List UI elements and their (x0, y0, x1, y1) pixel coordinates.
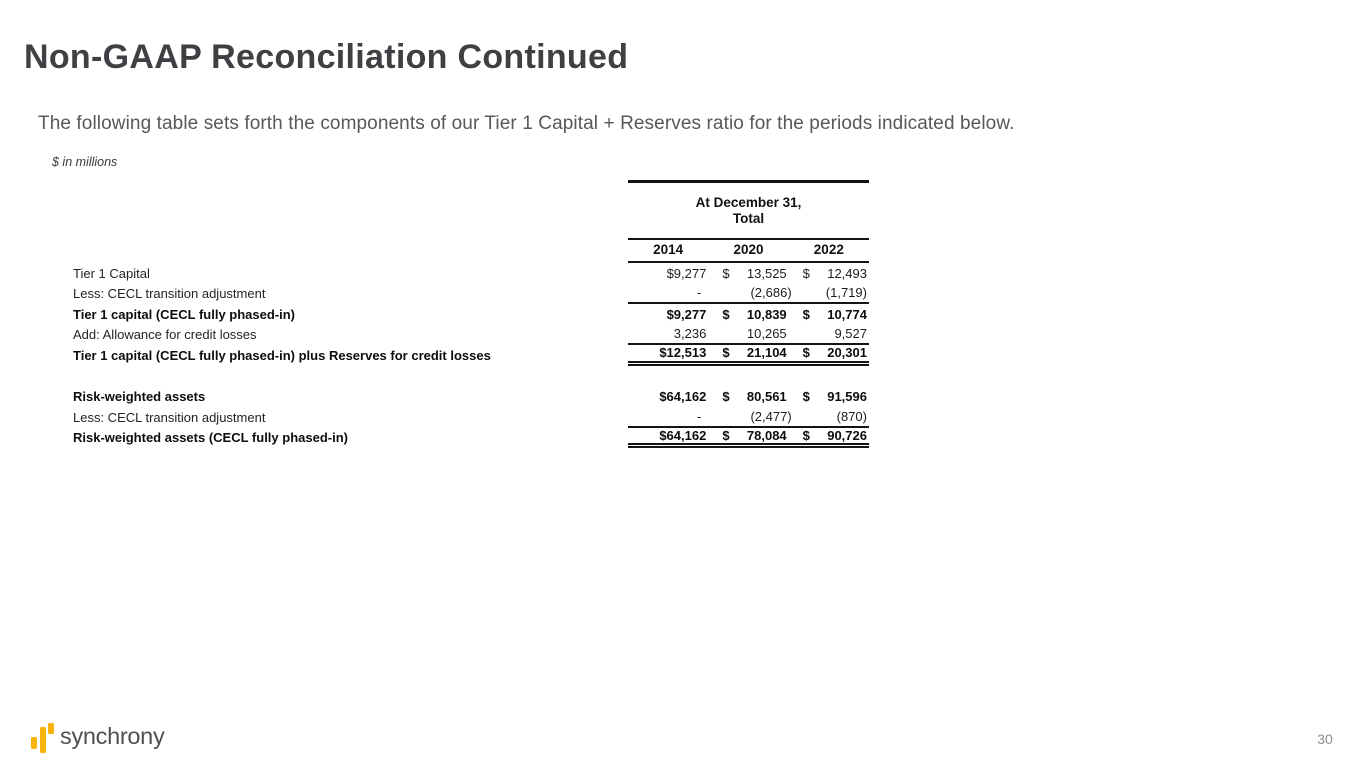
cell-2014: $12,513 (659, 345, 707, 361)
logo-bar-icon (40, 727, 46, 753)
section-gap (73, 366, 869, 387)
cell-2020: $ 78,084 (722, 427, 787, 443)
cell-2014: 3,236 (673, 326, 707, 342)
table-row (73, 428, 869, 449)
table-row (73, 345, 869, 366)
cell-2020: $ 80,561 (722, 389, 787, 405)
cell-2022: $ 90,726 (802, 427, 867, 443)
year-column-2020: 2020 (733, 242, 764, 257)
table-row (73, 407, 869, 428)
table-header-line1: At December 31, (695, 195, 802, 210)
cell-2014: $9,277 (666, 306, 707, 322)
cell-2014: - (696, 285, 702, 301)
row-label: Risk-weighted assets (73, 389, 206, 405)
cell-2020: $ 21,104 (722, 345, 787, 361)
logo-bar-icon (48, 723, 54, 734)
cell-2020: $ 10,839 (722, 306, 787, 322)
synchrony-logo (31, 722, 191, 758)
table-row (73, 325, 869, 346)
table-header (628, 180, 869, 240)
table-row (73, 387, 869, 408)
row-label: Add: Allowance for credit losses (73, 327, 257, 343)
cell-2020: 10,265 (746, 326, 787, 342)
page-title: Non-GAAP Reconciliation Continued (24, 38, 629, 76)
cell-2022: (1,719) (825, 285, 867, 301)
row-label: Tier 1 capital (CECL fully phased-in) plus Reserves for credit losses (73, 347, 491, 363)
page-number: 30 (1317, 731, 1333, 747)
cell-2020: (2,686) (750, 285, 792, 301)
reconciliation-table (73, 180, 869, 448)
row-label: Tier 1 capital (CECL fully phased-in) (73, 306, 296, 322)
cell-2020: (2,477) (750, 408, 792, 424)
cell-2020: $ 13,525 (722, 265, 787, 281)
row-label: Less: CECL transition adjustment (73, 409, 266, 425)
year-column-2014: 2014 (653, 242, 684, 257)
cell-2014: $64,162 (659, 389, 707, 405)
cell-2022: $ 91,596 (802, 389, 867, 405)
row-label: Less: CECL transition adjustment (73, 286, 266, 302)
cell-2014: - (696, 408, 702, 424)
cell-2022: $ 10,774 (802, 306, 867, 322)
table-row (73, 263, 869, 284)
table-row (73, 304, 869, 325)
cell-2022: $ 12,493 (802, 265, 867, 281)
row-label: Tier 1 Capital (73, 265, 150, 281)
subtitle: The following table sets forth the components of our Tier 1 Capital + Reserves ratio for the periods indicated below. (38, 113, 1015, 134)
table-header-line2: Total (732, 211, 765, 226)
table-row (73, 284, 869, 305)
cell-2014: $64,162 (659, 427, 707, 443)
year-column-2022: 2022 (813, 242, 844, 257)
cell-2022: 9,527 (834, 326, 867, 342)
cell-2014: $9,277 (666, 265, 707, 281)
row-label: Risk-weighted assets (CECL fully phased-in) (73, 430, 348, 446)
units-note: $ in millions (52, 155, 118, 169)
logo-bar-icon (31, 737, 37, 749)
cell-2022: (870) (836, 408, 867, 424)
cell-2022: $ 20,301 (802, 345, 867, 361)
year-header-row (628, 240, 869, 263)
logo-wordmark: synchrony (60, 723, 165, 749)
